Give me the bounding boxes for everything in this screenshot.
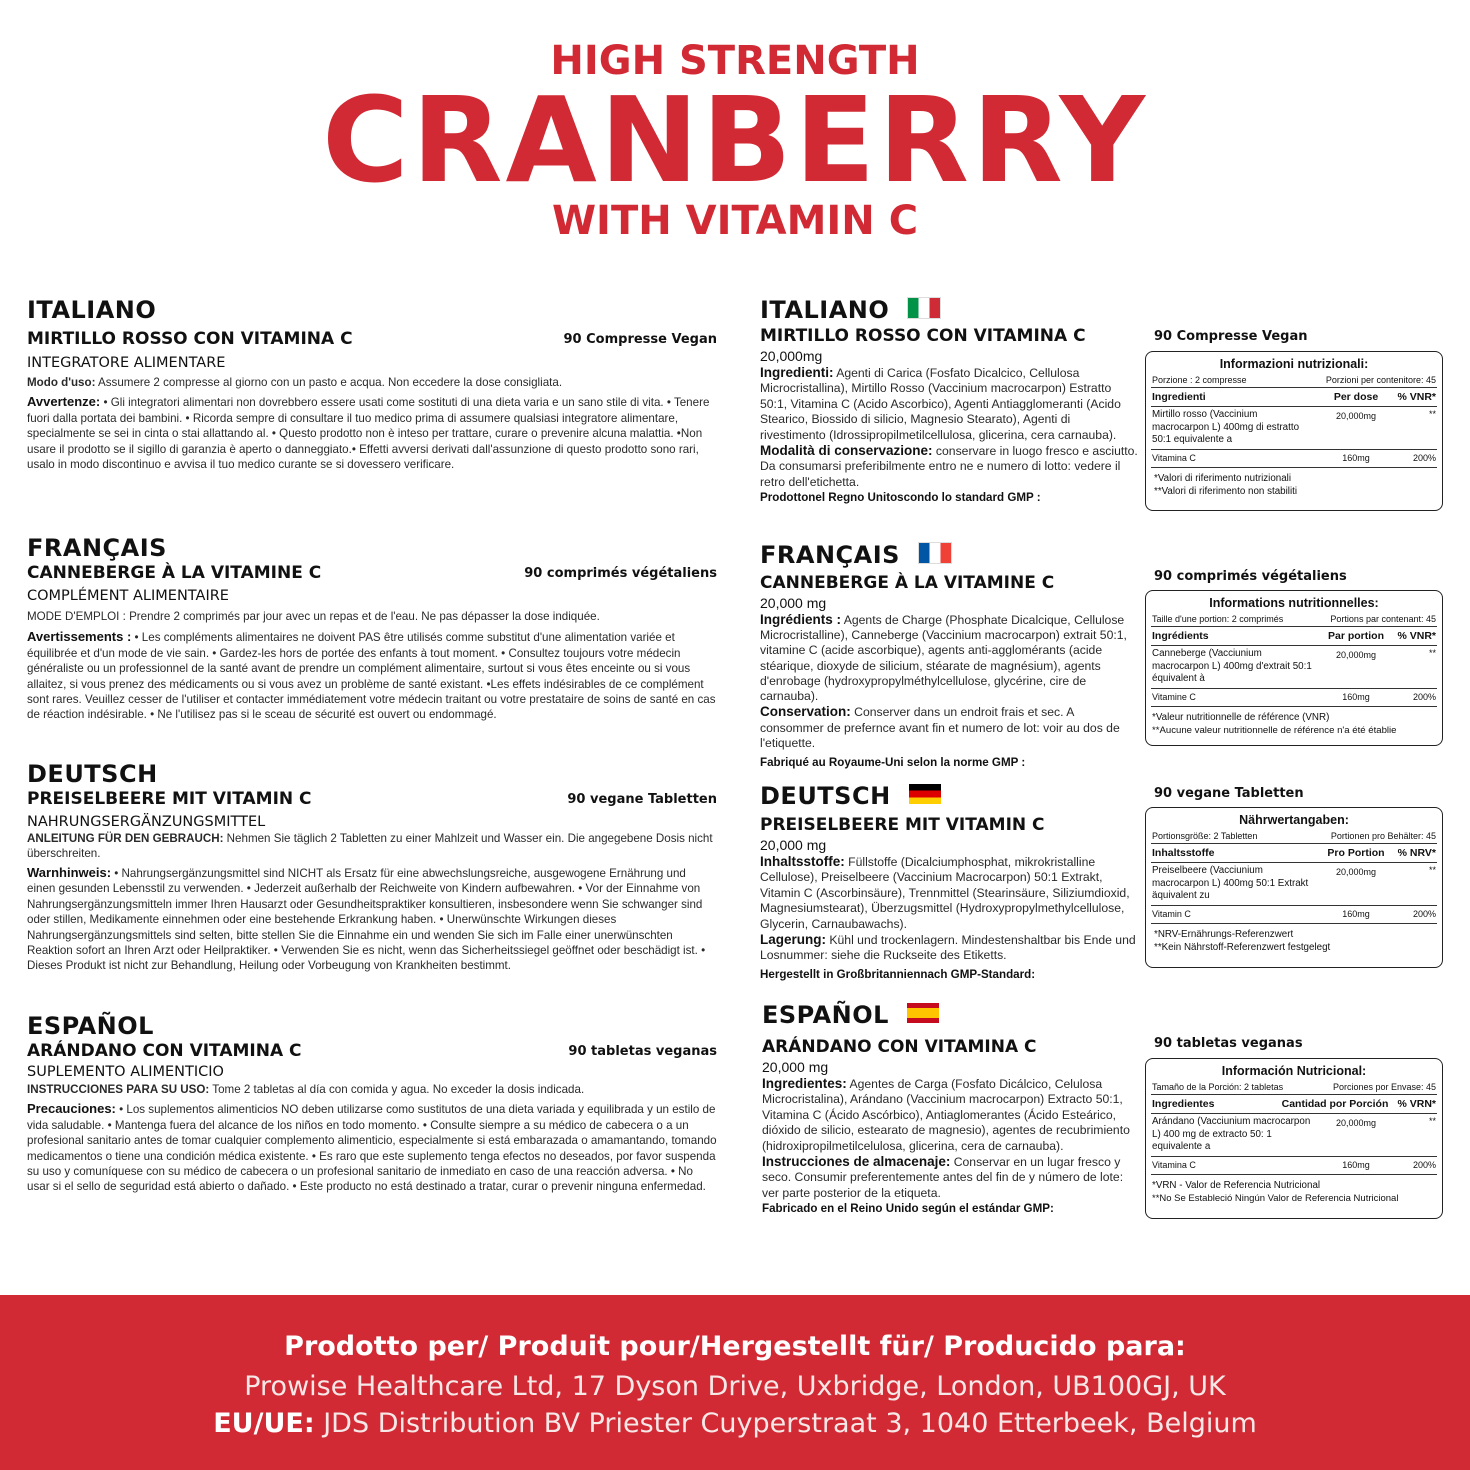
serving-size: Tamaño de la Porción: 2 tabletas	[1152, 1082, 1284, 1092]
footnote-1: *VRN - Valor de Referencia Nutricional	[1152, 1180, 1321, 1191]
storage-text: Modalità di conservazione: conservare in luogo fresco e asciutto. Da consumarsi preferibilmente entro ne e numero di lotto: vedere il retro dell'etichetta.	[760, 443, 1138, 489]
header-title-cranberry: CRANBERRY	[322, 71, 1148, 209]
footer-eu-address: EU/UE: JDS Distribution BV Priester Cuyperstraat 3, 1040 Etterbeek, Belgium	[213, 1408, 1257, 1439]
usage-text: MODE D'EMPLOI : Prendre 2 comprimés par jour avec un repas et de l'eau. Ne pas dépasser la dose indiquée.	[27, 610, 600, 623]
vitamin-nrv: 200%	[1412, 692, 1436, 702]
right-section-deutsch	[760, 782, 1138, 983]
tablet-count-espanol: 90 tabletas veganas	[1154, 1036, 1303, 1051]
ingredient-nrv: **	[1428, 1116, 1436, 1126]
warnings-text: Warnhinweis: • Nahrungsergänzungsmittel sind NICHT als Ersatz für eine abwechslungsreiche, ausgewogene Ernährung und einen gesunden Lebensstil zu verwenden. • Jederzeit außerhalb der Reichweite von Kindern aufbewahren. • Vor der Einnahme von Nahrungsergänzungsmitteln immer Ihren Hausarzt oder Gesundheitspraktiker konsultieren, insbesondere wenn Sie schwanger sind oder stillen, Medikamente einnehmen oder eine bestehende Erkrankung haben. • Unerwünschte Wirkungen dieses Nahrungsergänzungsmittels sind selten, bitte stellen Sie die Einnahme ein und wenden Sie sich im Falle einer unerwünschten Reaktion sofort an Ihren Arzt oder Heilpraktiker. • Verwenden Sie es nicht, wenn das Sicherheitssiegel geöffnet oder beschädigt ist. • Dieses Produkt ist nicht zur Behandlung, Heilung oder Vorbeugung von Krankheiten bestimmt.	[27, 865, 706, 973]
col-nrv: % VRN*	[1397, 1098, 1436, 1110]
left-section-francais	[27, 534, 717, 723]
vitamin-amount: 160mg	[1342, 909, 1370, 919]
warnings-text: Precauciones: • Los suplementos alimenticios NO deben utilizarse como sustitutos de una dieta variada y equilibrada y un estilo de vida saludable. • Mantenga fuera del alcance de los niños en todo momento. • Consulte siempre a su médico de cabecera o a un profesional sanitario antes de tomar cualquier complemento alimenticio, especialmente si está embarazada o amamantando, tomando medicamentos o tiene una condición médica existente. • Es raro que este suplemento tenga efectos no deseados, por favor suspenda su uso y comuníquese con su médico de cabecera o un profesional sanitario de inmediato en caso de una reacción adversa. • No usar si el sello de seguridad está abierto o dañado. • Este producto no está destinado a tratar, curar o prevenir ninguna enfermedad.	[27, 1101, 717, 1194]
nutrition-title: Informations nutritionnelles:	[1209, 596, 1379, 610]
vitamin-name: Vitamina C	[1152, 1160, 1196, 1170]
nutrition-table-francais	[1145, 590, 1443, 746]
footnote-1: *Valori di riferimento nutrizionali	[1154, 473, 1292, 484]
storage-text: Lagerung: Kühl und trockenlagern. Mindestenshaltbar bis Ende und Losnummer: siehe die Ruckseite des Etiketts.	[760, 932, 1136, 963]
ingredient-amount: 20,000mg	[1335, 411, 1377, 421]
col-per-dose: Per dose	[1333, 391, 1379, 403]
col-per-dose: Cantidad por Porción	[1281, 1098, 1389, 1110]
ingredients-text: Inhaltsstoffe: Füllstoffe (Dicalciumphosphat, mikrokristalline Cellulose), Preiselbeere (Vaccinium Macrocarpon) 50:1 Extrakt, Vitamin C (Ascorbinsäure), Trennmittel (Stearinsäure, Siliziumdioxid, Magnesiumstearat), Überzugsmittel (Hydroxypropylmethylcellulose, Glycerin, Carnaubawachs).	[760, 854, 1130, 931]
footnote-1: *Valeur nutritionnelle de référence (VNR)	[1152, 712, 1330, 723]
vitamin-name: Vitamin C	[1152, 909, 1191, 919]
product-name: CANNEBERGE À LA VITAMINE C	[760, 573, 1055, 593]
product-type: NAHRUNGSERGÄNZUNGSMITTEL	[27, 814, 266, 830]
header-line-high-strength: HIGH STRENGTH	[550, 38, 920, 84]
col-nrv: % VNR*	[1397, 391, 1436, 403]
product-name: ARÁNDANO CON VITAMINA C	[762, 1037, 1037, 1057]
footer-made-for: Prodotto per/ Produit pour/Hergestellt für/ Producido para:	[284, 1331, 1186, 1362]
nutrition-title: Informazioni nutrizionali:	[1219, 357, 1369, 371]
product-type: INTEGRATORE ALIMENTARE	[27, 355, 226, 371]
right-section-espanol	[762, 1001, 1140, 1217]
warnings-text: Avvertenze: • Gli integratori alimentari non dovrebbero essere usati come sostituti di una dieta varia e un sano stile di vita. • Tenere fuori dalla portata dei bambini. • Ricorda sempre di consultare il tuo medico prima di assumere qualsiasi integratore alimentare, specialmente se sei in cinta o stai allattando al. • Questo prodotto non è inteso per trattare, curare o prevenire alcuna malattia. •Non usare il prodotto se il sigillo di garanzia è aperto o danneggiato.• Effetti avversi derivati dall'assunzione di questo prodotto sono rari, usalo in modo discontinuo e avvisa il tuo medico curante se si dovessero verificare.	[27, 394, 710, 472]
footer-uk-address: Prowise Healthcare Ltd, 17 Dyson Drive, Uxbridge, London, UB100GJ, UK	[244, 1371, 1226, 1402]
ingredient-name: Mirtillo rosso (Vaccinium macrocarpon L) 400mg di estratto 50:1 equivalente a	[1152, 409, 1300, 445]
warnings-text: Avertissements : • Les compléments alimentaires ne doivent PAS être utilisés comme substitut d'une alimentation variée et équilibrée et d'un mode de vie sain. • Gardez-les hors de portée des enfants à tout moment. • Consultez toujours votre médecin généraliste ou un professionnel de la santé avant de prendre un complément alimentaire, surtout si vous êtes enceinte ou si vous allaitez, si vous prenez des médicaments ou si vous avez un problème de santé existant. •Les effets indésirables de ce complément sont rares. Veuillez cesser de l'utiliser et contacter immédiatement votre médecin traitant ou votre prestataire de soins de santé en cas de réaction indésirable. • Ne l'utilisez pas si le sceau de sécurité est ouvert ou endommagé.	[27, 629, 716, 722]
storage-text: Instrucciones de almacenaje: Conservar en un lugar fresco y seco. Consumir preferentemente antes del fin de y número de lote: ver parte posterior de la etiqueta.	[762, 1154, 1124, 1200]
ingredient-amount: 20,000mg	[1335, 867, 1377, 877]
lang-heading: ESPAÑOL	[27, 1012, 154, 1040]
product-type: COMPLÉMENT ALIMENTAIRE	[27, 588, 229, 604]
tablet-count: 90 tabletas veganas	[568, 1044, 717, 1059]
tablet-count: 90 vegane Tabletten	[567, 792, 717, 807]
vitamin-name: Vitamine C	[1152, 692, 1196, 702]
servings-per-container: Porciones por Envase: 45	[1332, 1082, 1436, 1092]
col-per-dose: Par portion	[1327, 630, 1384, 642]
nutrition-table-espanol	[1145, 1058, 1443, 1219]
made-in-text: Prodottonel Regno Unitoscondo lo standard GMP :	[760, 491, 1041, 505]
product-name: PREISELBEERE MIT VITAMIN C	[27, 789, 312, 809]
tablet-count-francais: 90 comprimés végétaliens	[1154, 569, 1347, 584]
tablet-count: 90 comprimés végétaliens	[524, 566, 717, 581]
nutrition-title: Información Nutricional:	[1221, 1064, 1367, 1078]
right-section-italiano	[760, 296, 1138, 506]
footnote-2: **Aucune valeur nutritionnelle de référence n'a été établie	[1152, 725, 1397, 736]
right-section-francais	[760, 541, 1138, 771]
nutrition-title: Nährwertangaben:	[1239, 813, 1349, 827]
flag-germany-icon	[909, 784, 941, 804]
ingredients-text: Ingrédients : Agents de Charge (Phosphate Dicalcique, Cellulose Microcristalline), Canneberge (Vaccinium macrocarpon) extrait 50:1, vitamine C (acide ascorbique), agents anti-agglomérants (acide stéarique, dioxyde de silicium, stéarate de magnésium), agents d'enrobage (hydroxypropylméthylcellulose, glycérine, cire de carnauba).	[760, 612, 1127, 704]
col-per-dose: Pro Portion	[1327, 847, 1385, 859]
footnote-2: **Valori di riferimento non stabiliti	[1154, 486, 1298, 497]
footnote-2: **Kein Nährstoff-Referenzwert festgelegt	[1154, 942, 1331, 953]
ingredient-name: Arándano (Vacciunium macrocarpon L) 400 mg de extracto 50: 1 equivalente a	[1152, 1116, 1311, 1152]
lang-heading: DEUTSCH	[27, 760, 158, 788]
serving-size: Portionsgröße: 2 Tabletten	[1152, 831, 1258, 841]
vitamin-name: Vitamina C	[1152, 453, 1196, 463]
vitamin-amount: 160mg	[1342, 692, 1370, 702]
lang-heading: ESPAÑOL	[762, 1001, 1140, 1029]
ingredient-nrv: **	[1428, 409, 1436, 419]
serving-size: Taille d'une portion: 2 comprimés	[1152, 614, 1284, 624]
serving-size: Porzione : 2 compresse	[1152, 375, 1247, 385]
col-ingredients: Ingrédients	[1152, 630, 1209, 642]
servings-per-container: Porzioni per contenitore: 45	[1325, 375, 1436, 385]
ingredient-nrv: **	[1428, 865, 1436, 875]
tablet-count: 90 Compresse Vegan	[563, 332, 717, 347]
col-nrv: % VNR*	[1397, 630, 1436, 642]
usage-text: Modo d'uso: Assumere 2 compresse al giorno con un pasto e acqua. Non eccedere la dose consigliata.	[27, 376, 563, 389]
ingredients-text: Ingredientes: Agentes de Carga (Fosfato Dicálcico, Celulosa Microcristalina), Arándano (Vaccinium macrocarpon) Extracto 50:1, Vitamina C (Ácido Ascórbico), Antiaglomerantes (Ácido Esteárico, dióxido de silicio, estearato de magnesio), agentes de recubrimiento (hidroxipropilmetilcelulosa, glicerina, cera de carnauba).	[762, 1076, 1130, 1153]
left-section-deutsch	[27, 760, 717, 974]
lang-heading: FRANÇAIS	[760, 541, 1138, 569]
lang-heading: ITALIANO	[27, 296, 157, 324]
ingredient-name: Canneberge (Vacciunium macrocarpon L) 400mg d'extrait 50:1 équivalent à	[1152, 648, 1312, 684]
made-in-text: Fabriqué au Royaume-Uni selon la norme GMP :	[760, 756, 1026, 770]
dose-value: 20,000mg	[760, 348, 823, 364]
storage-text: Conservation: Conserver dans un endroit frais et sec. A consommer de prefernce avant fin et numero de lot: voir au dos de l'etiquette.	[760, 704, 1120, 751]
product-name: MIRTILLO ROSSO CON VITAMINA C	[760, 326, 1086, 346]
footnote-1: *NRV-Ernährungs-Referenzwert	[1154, 929, 1294, 940]
col-ingredients: Inhaltsstoffe	[1152, 847, 1215, 859]
product-name: CANNEBERGE À LA VITAMINE C	[27, 563, 322, 583]
left-section-espanol	[27, 1012, 717, 1195]
servings-per-container: Portions par contenant: 45	[1330, 614, 1436, 624]
dose-value: 20,000 mg	[760, 595, 827, 611]
usage-text: INSTRUCCIONES PARA SU USO: Tome 2 tabletas al día con comida y agua. No exceder la dosis indicada.	[27, 1083, 585, 1096]
ingredient-name: Preiselbeere (Vacciunium macrocarpon L) 400mg 50:1 Extrakt äquivalent zu	[1152, 865, 1309, 901]
header-line-vitamin-c: WITH VITAMIN C	[551, 198, 919, 244]
footnote-2: **No Se Estableció Ningún Valor de Referencia Nutricional	[1152, 1193, 1399, 1204]
ingredient-nrv: **	[1428, 648, 1436, 658]
col-ingredients: Ingredienti	[1152, 391, 1206, 403]
product-name: MIRTILLO ROSSO CON VITAMINA C	[27, 329, 353, 349]
vitamin-nrv: 200%	[1412, 1160, 1436, 1170]
lang-heading: ITALIANO	[760, 296, 1138, 324]
product-name: ARÁNDANO CON VITAMINA C	[27, 1041, 302, 1061]
ingredient-amount: 20,000mg	[1335, 1118, 1377, 1128]
ingredient-amount: 20,000mg	[1335, 650, 1377, 660]
product-name: PREISELBEERE MIT VITAMIN C	[760, 815, 1045, 835]
vitamin-nrv: 200%	[1412, 453, 1436, 463]
product-type: SUPLEMENTO ALIMENTICIO	[27, 1064, 224, 1080]
vitamin-amount: 160mg	[1342, 1160, 1370, 1170]
made-in-text: Fabricado en el Reino Unido según el estándar GMP:	[762, 1202, 1054, 1216]
tablet-count-deutsch: 90 vegane Tabletten	[1154, 786, 1304, 801]
servings-per-container: Portionen pro Behälter: 45	[1330, 831, 1436, 841]
col-nrv: % NRV*	[1397, 847, 1436, 859]
col-ingredients: Ingredientes	[1152, 1098, 1215, 1110]
ingredients-text: Ingredienti: Agenti di Carica (Fosfato Dicalcico, Cellulosa Microcristallina), Mirtillo Rosso (Vaccinium macrocarpon) Estratto 50:1, Vitamina C (Acido Ascorbico), Agenti Antiagglomeranti (Acido Stearico, Biossido di silicio, Magnesio Stearato), Agenti di rivestimento (Idrossipropilmetilcellulosa, glicerina, cera carnauba).	[760, 365, 1121, 442]
dose-value: 20,000 mg	[762, 1059, 829, 1075]
vitamin-amount: 160mg	[1342, 453, 1370, 463]
flag-italy-icon	[907, 297, 941, 319]
dose-value: 20,000 mg	[760, 837, 827, 853]
usage-text: ANLEITUNG FÜR DEN GEBRAUCH: Nehmen Sie täglich 2 Tabletten zu einer Mahlzeit und Wasser ein. Die angegebene Dosis nicht überschreiten.	[27, 832, 713, 860]
made-in-text: Hergestellt in Großbritanniennach GMP-Standard:	[760, 967, 1036, 981]
nutrition-table-italiano	[1145, 351, 1443, 511]
nutrition-table-deutsch	[1145, 807, 1443, 968]
flag-spain-icon	[907, 1003, 939, 1023]
vitamin-nrv: 200%	[1412, 909, 1436, 919]
flag-france-icon	[918, 542, 952, 564]
tablet-count-italiano: 90 Compresse Vegan	[1154, 329, 1308, 344]
footer-banner	[0, 1295, 1470, 1470]
lang-heading: FRANÇAIS	[27, 534, 167, 562]
left-section-italiano	[27, 296, 717, 472]
lang-heading: DEUTSCH	[760, 782, 1138, 810]
